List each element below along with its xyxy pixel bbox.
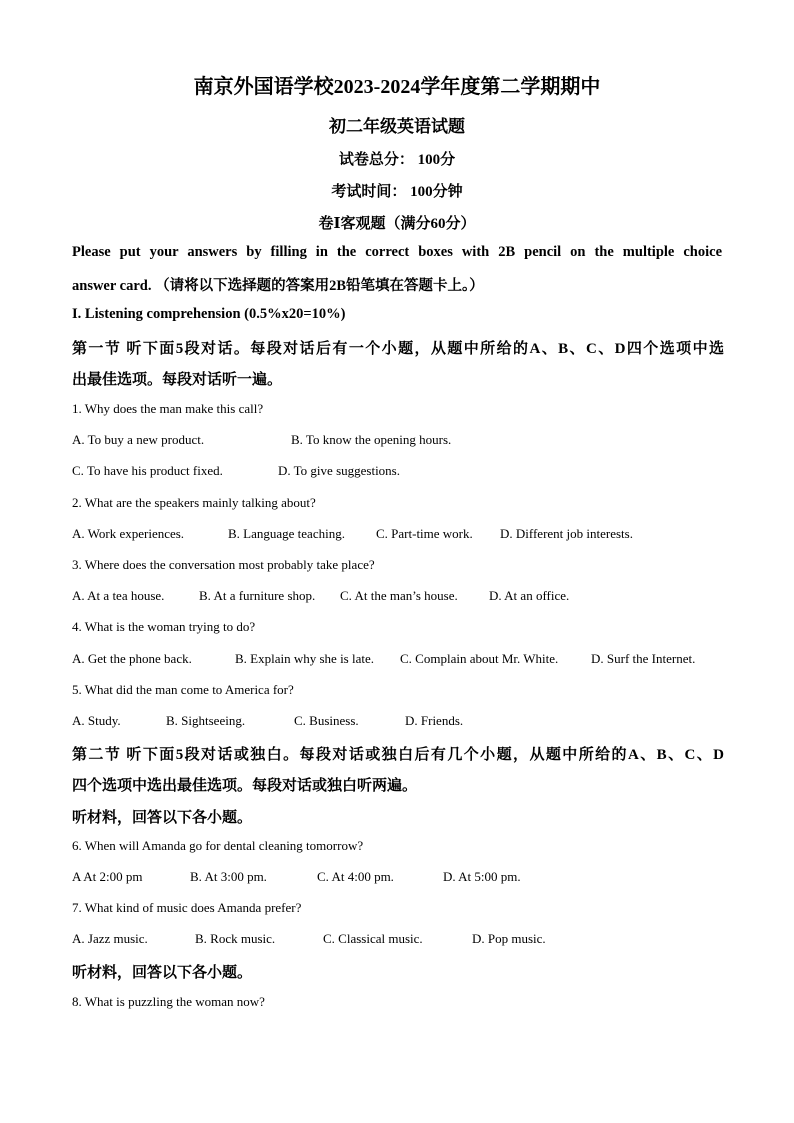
question-5: 5. What did the man come to America for?	[72, 682, 294, 697]
q7-option-c: C. Classical music.	[323, 931, 423, 946]
q2-option-d: D. Different job interests.	[500, 526, 633, 541]
q1-option-d: D. To give suggestions.	[278, 463, 400, 478]
total-score: 试卷总分： 100分	[338, 152, 456, 168]
q2-option-b: B. Language teaching.	[228, 526, 345, 541]
q1-option-a: A. To buy a new product.	[72, 432, 205, 447]
q5-option-a: A. Study.	[72, 713, 121, 728]
q3-option-a: A. At a tea house.	[72, 588, 165, 603]
q1-option-b: B. To know the opening hours.	[291, 432, 452, 447]
q4-option-c: C. Complain about Mr. White.	[400, 651, 559, 666]
question-2: 2. What are the speakers mainly talking about?	[72, 495, 316, 510]
q2-option-a: A. Work experiences.	[72, 526, 185, 541]
question-4: 4. What is the woman trying to do?	[72, 619, 256, 634]
q6-option-a: A At 2:00 pm	[72, 869, 143, 884]
q6-option-d: D. At 5:00 pm.	[443, 869, 521, 884]
volume-heading: 卷Ⅰ客观题（满分60分）	[318, 216, 476, 232]
q6-option-c: C. At 4:00 pm.	[317, 869, 394, 884]
q5-option-b: B. Sightseeing.	[166, 713, 246, 728]
material-prompt-1: 听材料，回答以下各小题。	[72, 810, 253, 826]
q1-option-c: C. To have his product fixed.	[72, 463, 223, 478]
part1-instructions-line-1: 第一节 听下面5段对话。每段对话后有一个小题，从题中所给的A、B、C、D四个选项中选	[72, 341, 724, 357]
material-prompt-2: 听材料，回答以下各小题。	[72, 965, 253, 981]
q2-option-c: C. Part-time work.	[376, 526, 473, 541]
part2-instructions-line-1: 第二节 听下面5段对话或独白。每段对话或独白后有几个小题，从题中所给的A、B、C、D	[72, 747, 724, 763]
q4-option-d: D. Surf the Internet.	[591, 651, 696, 666]
q7-option-d: D. Pop music.	[472, 931, 546, 946]
exam-time: 考试时间： 100分钟	[331, 184, 463, 200]
section-heading-listening: I. Listening comprehension (0.5%x20=10%)	[72, 306, 346, 322]
part2-instructions-line-2: 四个选项中选出最佳选项。每段对话或独白听两遍。	[72, 778, 418, 794]
q6-option-b: B. At 3:00 pm.	[190, 869, 267, 884]
exam-subtitle: 初二年级英语试题	[329, 117, 465, 136]
question-1: 1. Why does the man make this call?	[72, 401, 264, 416]
q7-option-a: A. Jazz music.	[72, 931, 148, 946]
q5-option-d: D. Friends.	[405, 713, 464, 728]
question-6: 6. When will Amanda go for dental cleaning tomorrow?	[72, 838, 364, 853]
q4-option-b: B. Explain why she is late.	[235, 651, 375, 666]
part1-instructions-line-2: 出最佳选项。每段对话听一遍。	[72, 372, 283, 388]
q7-option-b: B. Rock music.	[195, 931, 276, 946]
instructions-line-2: answer card. （请将以下选择题的答案用2B铅笔填在答题卡上。）	[72, 278, 484, 294]
q4-option-a: A. Get the phone back.	[72, 651, 192, 666]
q3-option-d: D. At an office.	[489, 588, 570, 603]
q5-option-c: C. Business.	[294, 713, 359, 728]
q3-option-c: C. At the man’s house.	[340, 588, 458, 603]
question-7: 7. What kind of music does Amanda prefer?	[72, 900, 302, 915]
instructions-line-1: Please put your answers by filling in the correct boxes with 2B pencil on the multiple choice	[72, 244, 722, 260]
question-3: 3. Where does the conversation most probably take place?	[72, 557, 375, 572]
question-8: 8. What is puzzling the woman now?	[72, 994, 265, 1009]
q3-option-b: B. At a furniture shop.	[199, 588, 316, 603]
exam-title: 南京外国语学校2023-2024学年度第二学期期中	[193, 76, 601, 98]
